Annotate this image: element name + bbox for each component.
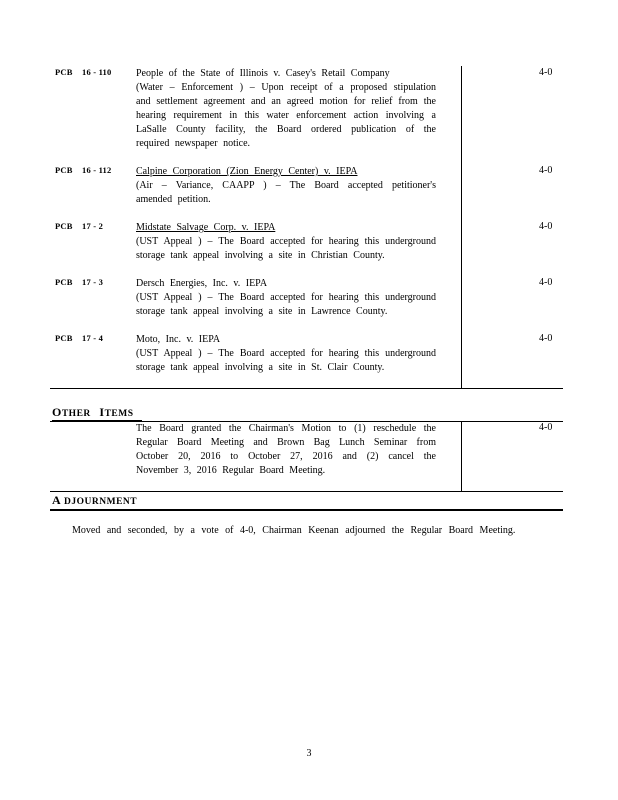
table-bottom-rule: [50, 388, 563, 389]
case-body: (UST Appeal ) – The Board accepted for hearing this underground storage tank appeal involving a site in Lawrence County.: [136, 292, 436, 317]
section-rule: [50, 491, 563, 492]
docket-id: 17 - 4: [82, 333, 104, 343]
case-title: Dersch Energies, Inc. v. IEPA: [136, 278, 268, 289]
section-heading-other-items: [52, 405, 142, 421]
section-heading-adjournment: [52, 493, 137, 508]
docket-number: [55, 333, 103, 343]
docket-prefix: PCB: [55, 277, 73, 287]
docket-id: 17 - 2: [82, 221, 104, 231]
case-title: Midstate Salvage Corp. v. IEPA: [136, 222, 276, 233]
docket-number: [55, 67, 111, 77]
heading-initial: I: [99, 405, 105, 419]
case-title: People of the State of Illinois v. Casey's Retail Company: [136, 68, 390, 79]
heading-initial: A: [52, 493, 62, 507]
docket-id: 16 - 112: [82, 165, 112, 175]
vote-count: 4-0: [539, 333, 553, 344]
other-item-description: The Board granted the Chairman's Motion to (1) reschedule the Regular Board Meeting and Brown Bag Lunch Seminar from October 20, 2016 to October 27, 2016 and (2) cancel the November 3, 2016 Regular Board Meeting.: [136, 423, 436, 476]
vote-count: 4-0: [539, 67, 553, 78]
case-body: (Water – Enforcement ) – Upon receipt of a proposed stipulation and settlement agreement and an agreed motion for relief from the hearing requirement in this water enforcement action involving a LaSalle County facility, the Board ordered publication of the required newspaper notice.: [136, 82, 436, 149]
case-body: (UST Appeal ) – The Board accepted for hearing this underground storage tank appeal involving a site in Christian County.: [136, 236, 436, 261]
vote-count: 4-0: [539, 422, 553, 433]
heading-rest: TEMS: [104, 409, 134, 419]
case-description: [136, 165, 436, 207]
case-title: Calpine Corporation (Zion Energy Center) v. IEPA: [136, 166, 358, 177]
docket-number: [55, 277, 103, 287]
column-divider: [461, 421, 462, 492]
case-title: Moto, Inc. v. IEPA: [136, 334, 221, 345]
docket-prefix: PCB: [55, 67, 73, 77]
docket-prefix: PCB: [55, 165, 73, 175]
case-description: [136, 333, 436, 375]
heading-rest: THER: [61, 409, 91, 419]
heading-rest: DJOURNMENT: [64, 497, 138, 507]
docket-prefix: PCB: [55, 221, 73, 231]
vote-count: 4-0: [539, 221, 553, 232]
docket-number: [55, 165, 111, 175]
heading-initial: O: [52, 405, 62, 419]
docket-prefix: PCB: [55, 333, 73, 343]
case-description: [136, 67, 436, 151]
column-divider: [461, 66, 462, 389]
docket-id: 17 - 3: [82, 277, 104, 287]
docket-id: 16 - 110: [82, 67, 112, 77]
page-number: 3: [306, 748, 312, 759]
case-body: (UST Appeal ) – The Board accepted for hearing this underground storage tank appeal involving a site in St. Clair County.: [136, 348, 436, 373]
case-description: [136, 277, 436, 319]
case-body: (Air – Variance, CAAPP ) – The Board accepted petitioner's amended petition.: [136, 180, 436, 205]
case-description: [136, 221, 436, 263]
vote-count: 4-0: [539, 277, 553, 288]
docket-number: [55, 221, 103, 231]
vote-count: 4-0: [539, 165, 553, 176]
section-rule: [50, 509, 563, 511]
adjournment-text: Moved and seconded, by a vote of 4-0, Chairman Keenan adjourned the Regular Board Meeting.: [72, 525, 516, 536]
